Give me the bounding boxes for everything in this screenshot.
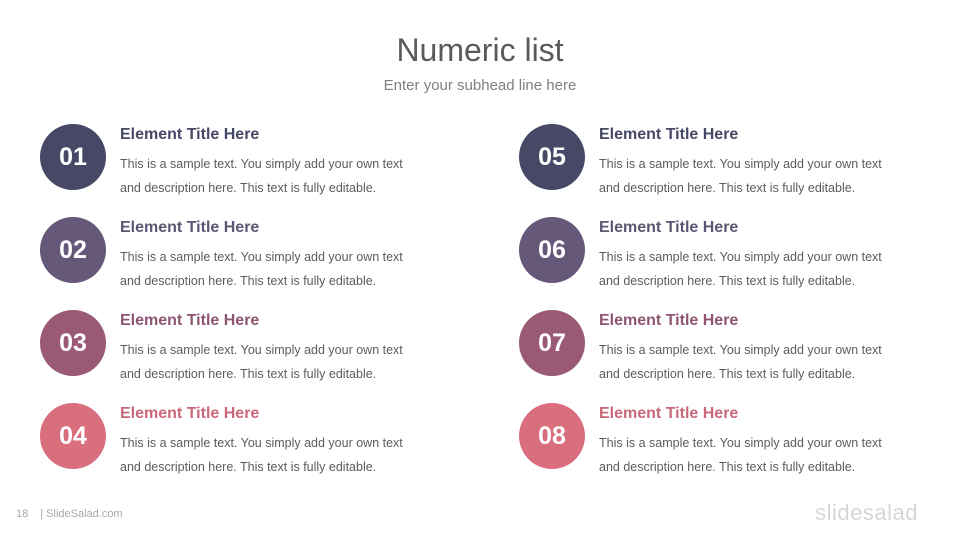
item-description	[599, 245, 919, 293]
list-item	[40, 310, 440, 390]
item-description-line: This is a sample text. You simply add your own text	[599, 436, 882, 450]
item-description-line: This is a sample text. You simply add your own text	[120, 343, 403, 357]
number-badge: 05	[519, 124, 585, 190]
footer	[16, 508, 123, 520]
item-title: Element Title Here	[599, 126, 739, 143]
number-badge: 03	[40, 310, 106, 376]
item-description	[120, 431, 440, 479]
list-item	[519, 124, 919, 204]
brand-logo: slidesalad	[815, 500, 918, 525]
item-title: Element Title Here	[120, 219, 260, 236]
number-badge: 02	[40, 217, 106, 283]
item-description-line: and description here. This text is fully editable.	[599, 181, 856, 195]
number-badge: 01	[40, 124, 106, 190]
page-title: Numeric list	[396, 32, 564, 68]
item-title: Element Title Here	[120, 405, 260, 422]
list-item	[40, 403, 440, 483]
item-description-line: This is a sample text. You simply add your own text	[120, 157, 403, 171]
item-description-line: and description here. This text is fully editable.	[120, 367, 377, 381]
item-description	[120, 152, 440, 200]
item-description	[599, 431, 919, 479]
item-title: Element Title Here	[120, 126, 260, 143]
item-description-line: and description here. This text is fully editable.	[599, 367, 856, 381]
footer-site-link[interactable]: | SlideSalad.com	[40, 508, 123, 520]
list-item	[40, 217, 440, 297]
item-description	[120, 245, 440, 293]
number-badge: 04	[40, 403, 106, 469]
item-description-line: and description here. This text is fully editable.	[120, 460, 377, 474]
item-description-line: and description here. This text is fully editable.	[120, 274, 377, 288]
page-subtitle: Enter your subhead line here	[383, 77, 577, 94]
item-description-line: and description here. This text is fully editable.	[599, 460, 856, 474]
number-badge: 07	[519, 310, 585, 376]
list-item	[519, 217, 919, 297]
number-badge: 08	[519, 403, 585, 469]
item-description-line: This is a sample text. You simply add your own text	[599, 250, 882, 264]
item-description	[599, 338, 919, 386]
item-description-line: This is a sample text. You simply add your own text	[120, 250, 403, 264]
number-badge: 06	[519, 217, 585, 283]
item-description	[599, 152, 919, 200]
list-item	[519, 310, 919, 390]
item-title: Element Title Here	[120, 312, 260, 329]
item-description-line: This is a sample text. You simply add your own text	[599, 343, 882, 357]
item-title: Element Title Here	[599, 405, 739, 422]
item-title: Element Title Here	[599, 312, 739, 329]
page-number: 18	[16, 508, 29, 520]
item-description-line: and description here. This text is fully editable.	[599, 274, 856, 288]
item-description-line: This is a sample text. You simply add your own text	[120, 436, 403, 450]
item-description-line: and description here. This text is fully editable.	[120, 181, 377, 195]
item-title: Element Title Here	[599, 219, 739, 236]
item-description	[120, 338, 440, 386]
item-description-line: This is a sample text. You simply add your own text	[599, 157, 882, 171]
list-item	[519, 403, 919, 483]
list-item	[40, 124, 440, 204]
